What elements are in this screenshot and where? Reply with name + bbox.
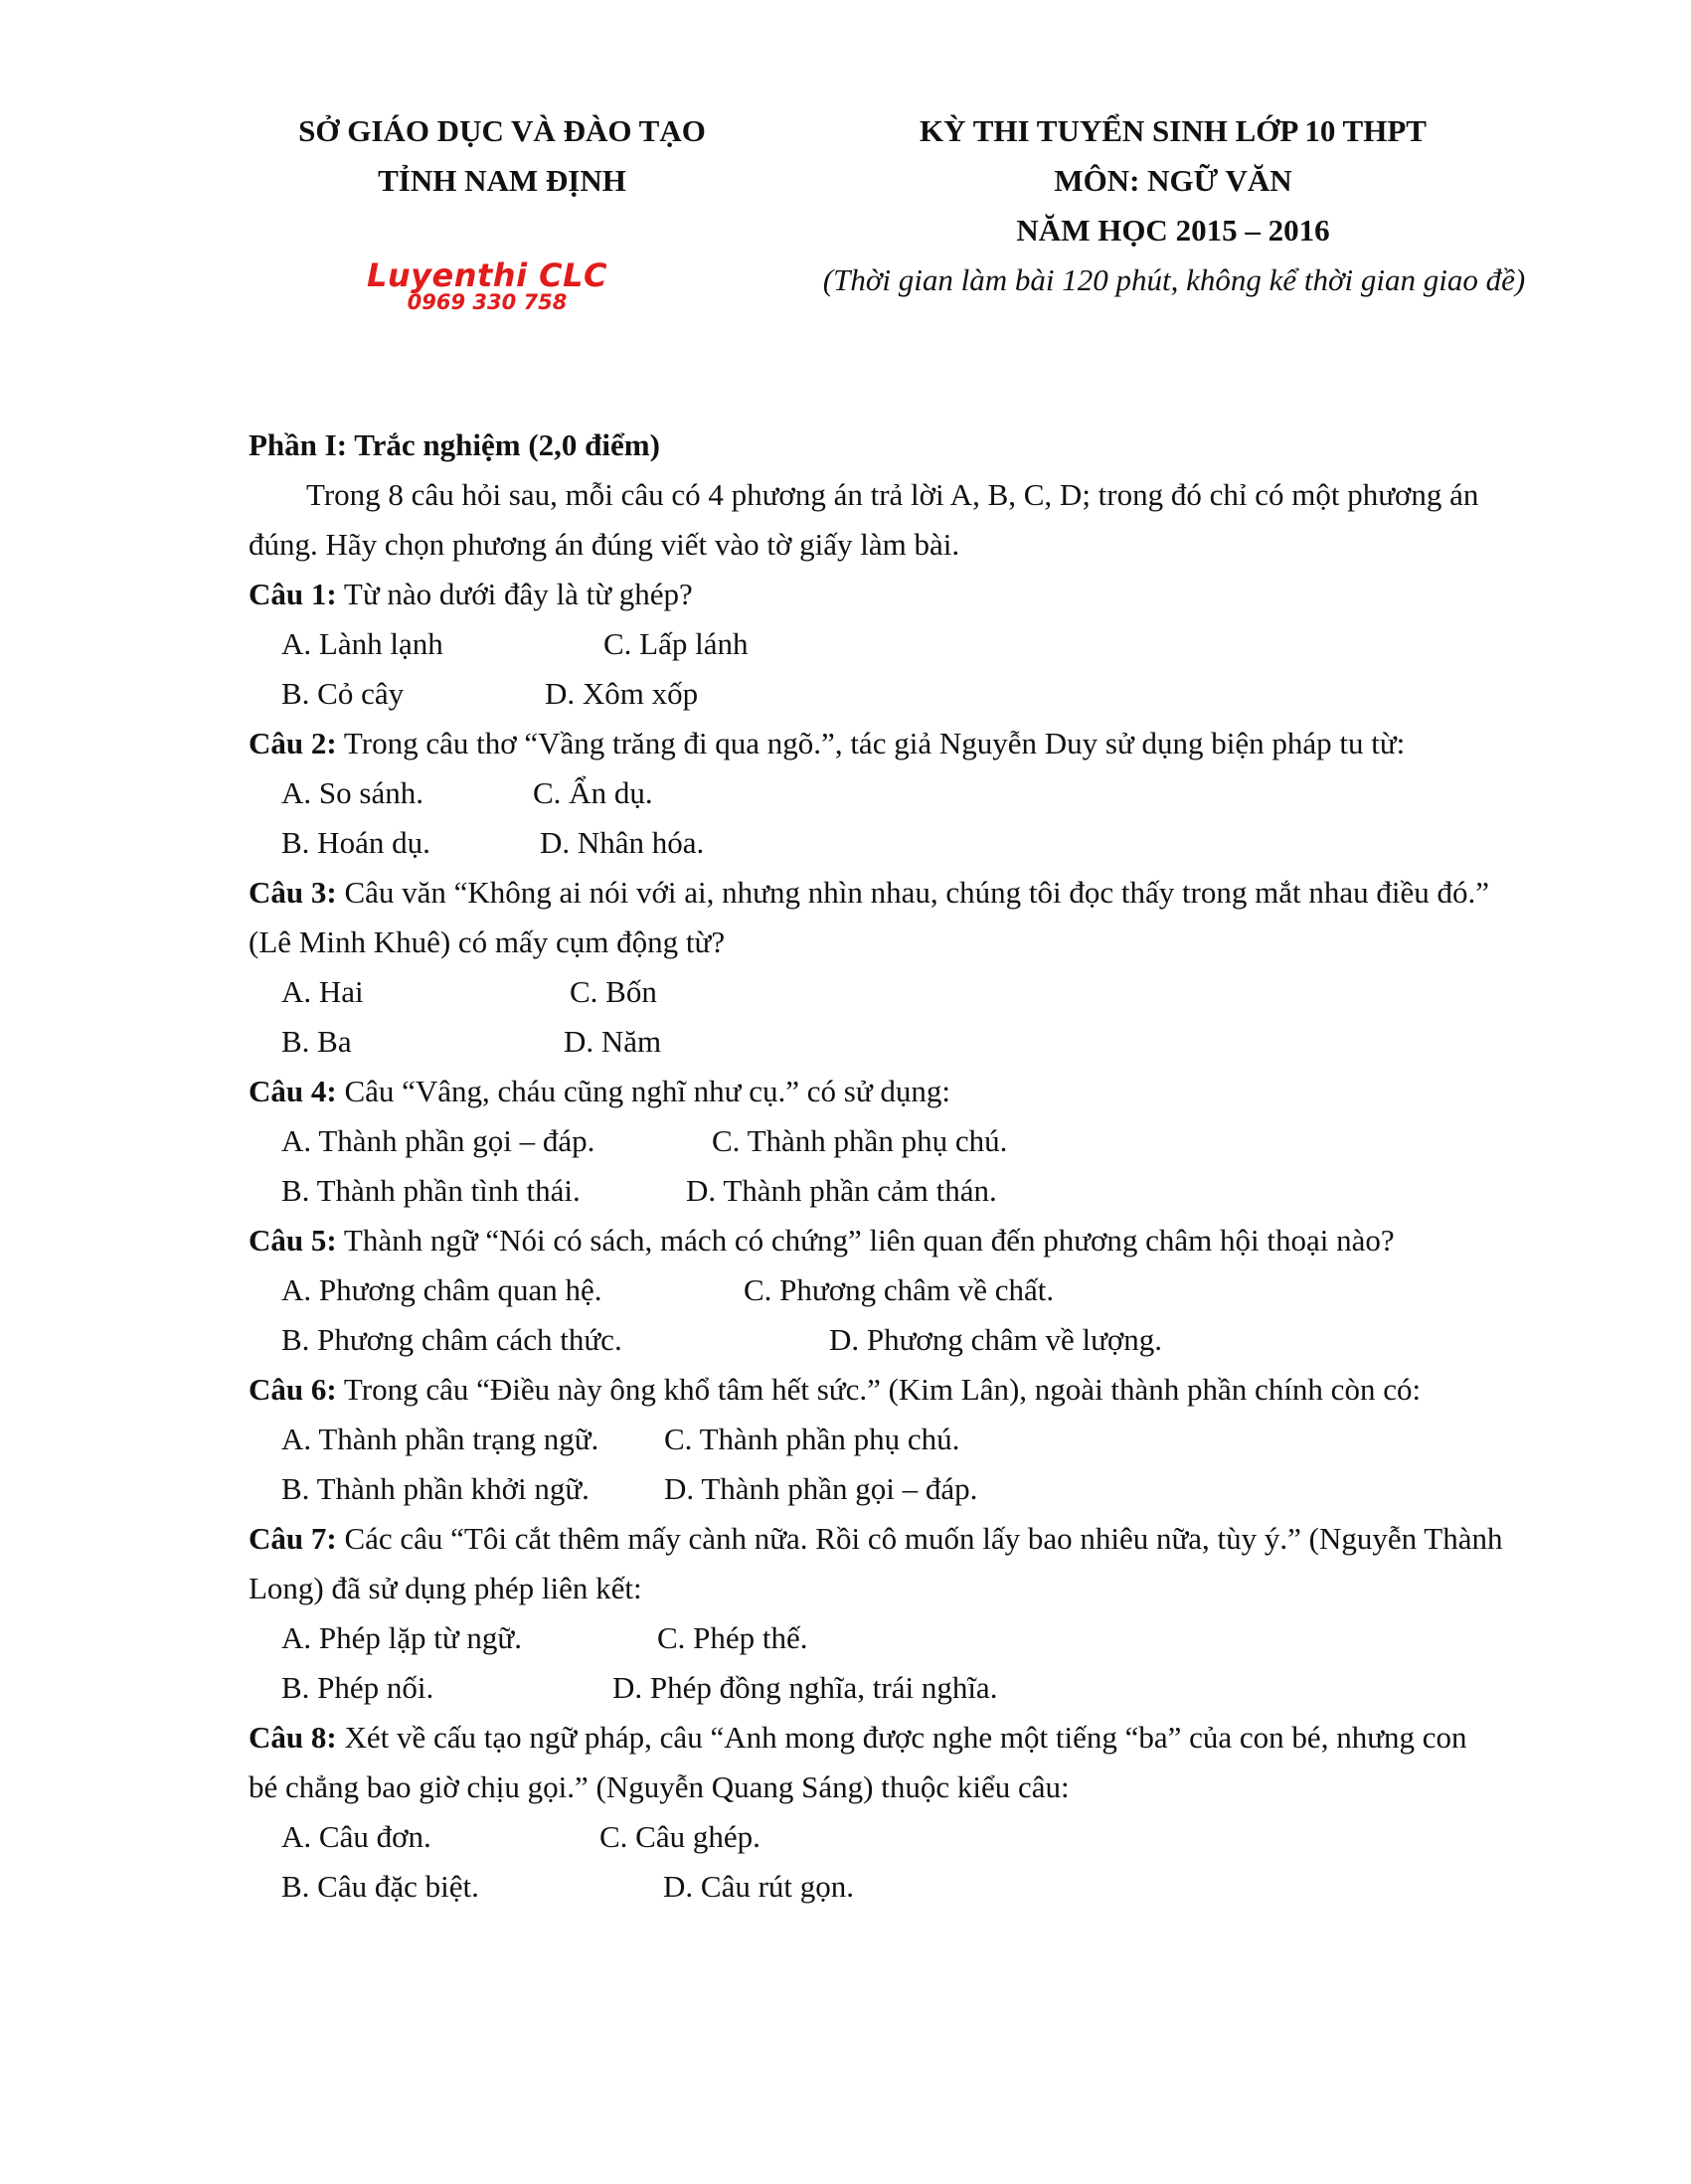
question-label: Câu 8:	[249, 1720, 337, 1755]
q2-option-d: D. Nhân hóa.	[540, 825, 705, 860]
q8-option-b: B. Câu đặc biệt.	[281, 1869, 479, 1904]
logo-name: Luyenthi CLC	[366, 256, 608, 294]
q2-option-b: B. Hoán dụ.	[281, 825, 430, 860]
question-5	[249, 1216, 1395, 1265]
logo-phone: 0969 330 758	[407, 290, 568, 314]
q5-option-b: B. Phương châm cách thức.	[281, 1322, 622, 1357]
part1-intro-line1: Trong 8 câu hỏi sau, mỗi câu có 4 phương án trả lời A, B, C, D; trong đó chỉ có một phương án	[306, 477, 1479, 512]
part1-title: Phần I: Trắc nghiệm (2,0 điểm)	[249, 427, 660, 462]
q6-option-d: D. Thành phần gọi – đáp.	[664, 1471, 978, 1506]
q3-option-d: D. Năm	[564, 1024, 662, 1059]
question-text: Xét về cấu tạo ngữ pháp, câu “Anh mong được nghe một tiếng “ba” của con bé, nhưng con	[336, 1720, 1467, 1755]
question-text: Trong câu thơ “Vầng trăng đi qua ngõ.”, tác giả Nguyễn Duy sử dụng biện pháp tu từ:	[336, 726, 1406, 760]
question-label: Câu 6:	[249, 1372, 337, 1407]
province-name: TỈNH NAM ĐỊNH	[378, 163, 626, 198]
q2-option-a: A. So sánh.	[281, 775, 423, 810]
time-note: (Thời gian làm bài 120 phút, không kể thời gian giao đề)	[822, 262, 1526, 297]
question-label: Câu 1:	[249, 577, 337, 611]
question-text: Câu “Vâng, cháu cũng nghĩ như cụ.” có sử dụng:	[336, 1074, 950, 1108]
question-4	[249, 1067, 950, 1116]
question-6	[249, 1365, 1421, 1415]
question-text: Trong câu “Điều này ông khổ tâm hết sức.” (Kim Lân), ngoài thành phần chính còn có:	[336, 1372, 1422, 1407]
question-text: Câu văn “Không ai nói với ai, nhưng nhìn nhau, chúng tôi đọc thấy trong mắt nhau điều đó.”	[336, 875, 1490, 910]
q4-option-d: D. Thành phần cảm thán.	[686, 1173, 997, 1208]
question-1	[249, 570, 693, 619]
q1-option-a: A. Lành lạnh	[281, 626, 443, 661]
question-2	[249, 719, 1405, 768]
q1-option-d: D. Xôm xốp	[545, 676, 699, 711]
q2-option-c: C. Ẩn dụ.	[533, 775, 653, 810]
exam-title: KỲ THI TUYỂN SINH LỚP 10 THPT	[920, 113, 1427, 148]
q8-option-c: C. Câu ghép.	[599, 1819, 761, 1854]
q7-option-b: B. Phép nối.	[281, 1670, 434, 1705]
q6-option-b: B. Thành phần khởi ngữ.	[281, 1471, 590, 1506]
q3-option-c: C. Bốn	[570, 974, 657, 1009]
q6-option-a: A. Thành phần trạng ngữ.	[281, 1422, 599, 1456]
question-8	[249, 1713, 1467, 1763]
q5-option-c: C. Phương châm về chất.	[744, 1272, 1055, 1307]
q8-option-a: A. Câu đơn.	[281, 1819, 431, 1854]
question-label: Câu 5:	[249, 1223, 337, 1258]
question-3-line2: (Lê Minh Khuê) có mấy cụm động từ?	[249, 924, 726, 959]
question-label: Câu 2:	[249, 726, 337, 760]
question-7-line2: Long) đã sử dụng phép liên kết:	[249, 1571, 642, 1605]
question-label: Câu 3:	[249, 875, 337, 910]
q1-option-c: C. Lấp lánh	[603, 626, 749, 661]
school-year: NĂM HỌC 2015 – 2016	[1016, 213, 1330, 248]
question-text: Các câu “Tôi cắt thêm mấy cành nữa. Rồi cô muốn lấy bao nhiêu nữa, tùy ý.” (Nguyễn Thành	[336, 1521, 1503, 1556]
q6-option-c: C. Thành phần phụ chú.	[664, 1422, 960, 1456]
q3-option-a: A. Hai	[281, 974, 364, 1009]
q1-option-b: B. Cỏ cây	[281, 676, 405, 711]
q4-option-b: B. Thành phần tình thái.	[281, 1173, 581, 1208]
q4-option-c: C. Thành phần phụ chú.	[712, 1123, 1008, 1158]
subject-title: MÔN: NGỮ VĂN	[1054, 163, 1292, 198]
q5-option-a: A. Phương châm quan hệ.	[281, 1272, 602, 1307]
q3-option-b: B. Ba	[281, 1024, 352, 1059]
q7-option-a: A. Phép lặp từ ngữ.	[281, 1620, 522, 1655]
q5-option-d: D. Phương châm về lượng.	[829, 1322, 1163, 1357]
part1-intro-line2: đúng. Hãy chọn phương án đúng viết vào tờ giấy làm bài.	[249, 527, 960, 562]
q7-option-c: C. Phép thế.	[657, 1620, 808, 1655]
question-8-line2: bé chẳng bao giờ chịu gọi.” (Nguyễn Quang Sáng) thuộc kiểu câu:	[249, 1769, 1070, 1804]
q8-option-d: D. Câu rút gọn.	[663, 1869, 855, 1904]
luyenthi-logo	[333, 256, 641, 322]
q4-option-a: A. Thành phần gọi – đáp.	[281, 1123, 595, 1158]
question-3	[249, 868, 1489, 918]
question-text: Thành ngữ “Nói có sách, mách có chứng” liên quan đến phương châm hội thoại nào?	[336, 1223, 1395, 1258]
department-name: SỞ GIÁO DỤC VÀ ĐÀO TẠO	[298, 113, 706, 148]
question-text: Từ nào dưới đây là từ ghép?	[336, 577, 693, 611]
question-label: Câu 7:	[249, 1521, 337, 1556]
question-7	[249, 1514, 1503, 1564]
question-label: Câu 4:	[249, 1074, 337, 1108]
q7-option-d: D. Phép đồng nghĩa, trái nghĩa.	[612, 1670, 998, 1705]
